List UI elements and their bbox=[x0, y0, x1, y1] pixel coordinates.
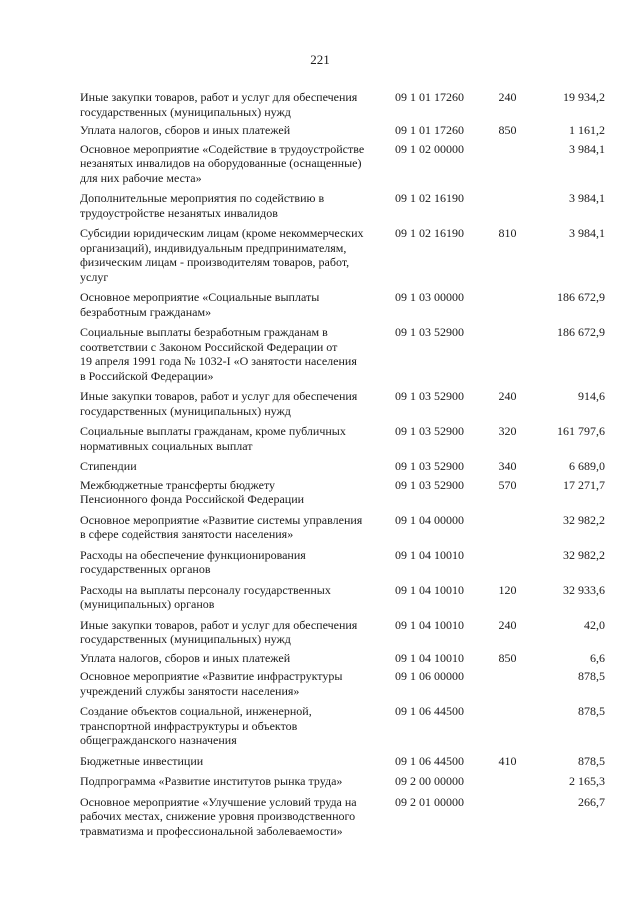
table-row bbox=[80, 290, 605, 319]
row-description: Бюджетные инвестиции bbox=[80, 753, 204, 768]
row-code: 09 1 06 44500 bbox=[395, 704, 464, 718]
row-amount: 32 933,6 bbox=[563, 582, 605, 597]
row-description: Основное мероприятие «Улучшение условий труда на рабочих местах, снижение уровня производственного травматизма и профессиональной заболеваемости» bbox=[80, 794, 357, 838]
row-amount: 32 982,2 bbox=[563, 547, 605, 562]
row-description: Основное мероприятие «Содействие в трудоустройстве незанятых инвалидов на оборудованные (оснащенные) для них рабочие места» bbox=[80, 141, 365, 185]
table-row bbox=[80, 669, 605, 698]
row-code: 09 1 04 10010 bbox=[395, 650, 464, 665]
row-description: Субсидии юридическим лицам (кроме некоммерческих организаций), индивидуальным предпринимателям, физическим лицам - производителям товаров, работ, услуг bbox=[80, 226, 364, 284]
row-amount: 42,0 bbox=[584, 617, 605, 632]
table-row bbox=[80, 754, 605, 769]
table-row bbox=[80, 704, 605, 748]
row-description: Расходы на выплаты персоналу государственных (муниципальных) органов bbox=[80, 582, 331, 611]
row-amount: 878,5 bbox=[578, 704, 605, 718]
table-row bbox=[80, 548, 605, 577]
row-description: Уплата налогов, сборов и иных платежей bbox=[80, 123, 291, 137]
table-row bbox=[80, 325, 605, 383]
table-row bbox=[80, 459, 605, 474]
row-code: 09 1 03 52900 bbox=[395, 389, 464, 403]
row-code: 09 1 04 10010 bbox=[395, 617, 464, 632]
row-description: Социальные выплаты безработным гражданам в соответствии с Законом Российской Федерации от 19 апреля 1991 года № 1032-I «О занятости населения в Российской Федерации» bbox=[80, 325, 357, 383]
row-amount: 186 672,9 bbox=[557, 290, 605, 304]
row-description: Основное мероприятие «Развитие инфраструктуры учреждений службы занятости населения» bbox=[80, 669, 343, 698]
row-code: 09 1 03 52900 bbox=[395, 459, 464, 473]
row-expense-type: 410 bbox=[498, 753, 517, 768]
row-amount: 6 689,0 bbox=[569, 459, 605, 473]
row-description: Иные закупки товаров, работ и услуг для обеспечения государственных (муниципальных) нужд bbox=[80, 617, 358, 646]
table-row bbox=[80, 478, 605, 507]
table-row bbox=[80, 513, 605, 542]
row-code: 09 2 00 00000 bbox=[395, 774, 464, 788]
table-row bbox=[80, 651, 605, 666]
row-amount: 161 797,6 bbox=[557, 424, 605, 438]
row-code: 09 1 03 52900 bbox=[395, 424, 464, 438]
table-row bbox=[80, 424, 605, 453]
row-description: Межбюджетные трансферты бюджету Пенсионного фонда Российской Федерации bbox=[80, 477, 305, 506]
row-description: Социальные выплаты гражданам, кроме публичных нормативных социальных выплат bbox=[80, 424, 346, 453]
row-code: 09 1 02 16190 bbox=[395, 226, 464, 240]
row-amount: 266,7 bbox=[578, 794, 605, 809]
table-row bbox=[80, 142, 605, 186]
row-expense-type: 120 bbox=[498, 582, 517, 597]
table-row bbox=[80, 226, 605, 284]
table-row bbox=[80, 90, 605, 119]
row-expense-type: 810 bbox=[498, 226, 517, 240]
table-row bbox=[80, 583, 605, 612]
row-description: Иные закупки товаров, работ и услуг для обеспечения государственных (муниципальных) нужд bbox=[80, 389, 358, 418]
row-expense-type: 850 bbox=[498, 123, 517, 137]
row-description: Основное мероприятие «Социальные выплаты безработным гражданам» bbox=[80, 290, 320, 319]
row-amount: 3 984,1 bbox=[569, 191, 605, 205]
row-expense-type: 240 bbox=[498, 389, 517, 403]
row-code: 09 1 02 16190 bbox=[395, 191, 464, 205]
row-code: 09 1 06 00000 bbox=[395, 669, 464, 683]
row-amount: 17 271,7 bbox=[563, 477, 605, 492]
row-description: Иные закупки товаров, работ и услуг для обеспечения государственных (муниципальных) нужд bbox=[80, 90, 358, 119]
row-amount: 2 165,3 bbox=[569, 774, 605, 788]
row-code: 09 1 01 17260 bbox=[395, 123, 464, 137]
row-amount: 3 984,1 bbox=[569, 141, 605, 156]
row-amount: 914,6 bbox=[578, 389, 605, 403]
row-expense-type: 320 bbox=[498, 424, 517, 438]
row-code: 09 2 01 00000 bbox=[395, 794, 464, 809]
row-code: 09 1 03 52900 bbox=[395, 477, 464, 492]
row-description: Создание объектов социальной, инженерной, транспортной инфраструктуры и объектов общегражданского назначения bbox=[80, 704, 312, 747]
page-number: 221 bbox=[310, 52, 330, 67]
row-description: Расходы на обеспечение функционирования государственных органов bbox=[80, 547, 306, 576]
row-description: Стипендии bbox=[80, 459, 137, 473]
row-code: 09 1 04 10010 bbox=[395, 582, 464, 597]
row-code: 09 1 03 00000 bbox=[395, 290, 464, 304]
row-expense-type: 570 bbox=[498, 477, 517, 492]
row-amount: 19 934,2 bbox=[563, 90, 605, 104]
row-description: Уплата налогов, сборов и иных платежей bbox=[80, 650, 291, 665]
row-description: Основное мероприятие «Развитие системы управления в сфере содействия занятости населения» bbox=[80, 512, 363, 541]
row-code: 09 1 03 52900 bbox=[395, 325, 464, 339]
table-row bbox=[80, 618, 605, 647]
table-row bbox=[80, 389, 605, 418]
row-amount: 3 984,1 bbox=[569, 226, 605, 240]
row-code: 09 1 06 44500 bbox=[395, 753, 464, 768]
row-amount: 878,5 bbox=[578, 669, 605, 683]
row-amount: 1 161,2 bbox=[569, 123, 605, 137]
row-expense-type: 240 bbox=[498, 617, 517, 632]
row-amount: 6,6 bbox=[590, 650, 605, 665]
row-amount: 878,5 bbox=[578, 753, 605, 768]
row-expense-type: 240 bbox=[498, 90, 517, 104]
table-row bbox=[80, 191, 605, 220]
row-code: 09 1 04 00000 bbox=[395, 512, 464, 527]
row-code: 09 1 02 00000 bbox=[395, 141, 464, 156]
row-description: Дополнительные мероприятия по содействию в трудоустройстве незанятых инвалидов bbox=[80, 191, 325, 220]
row-expense-type: 850 bbox=[498, 650, 517, 665]
row-amount: 186 672,9 bbox=[557, 325, 605, 339]
row-amount: 32 982,2 bbox=[563, 512, 605, 527]
row-expense-type: 340 bbox=[498, 459, 517, 473]
budget-table bbox=[80, 90, 605, 838]
row-code: 09 1 01 17260 bbox=[395, 90, 464, 104]
row-code: 09 1 04 10010 bbox=[395, 547, 464, 562]
table-row bbox=[80, 795, 605, 839]
table-row bbox=[80, 123, 605, 138]
table-row bbox=[80, 774, 605, 789]
row-description: Подпрограмма «Развитие институтов рынка труда» bbox=[80, 774, 343, 788]
